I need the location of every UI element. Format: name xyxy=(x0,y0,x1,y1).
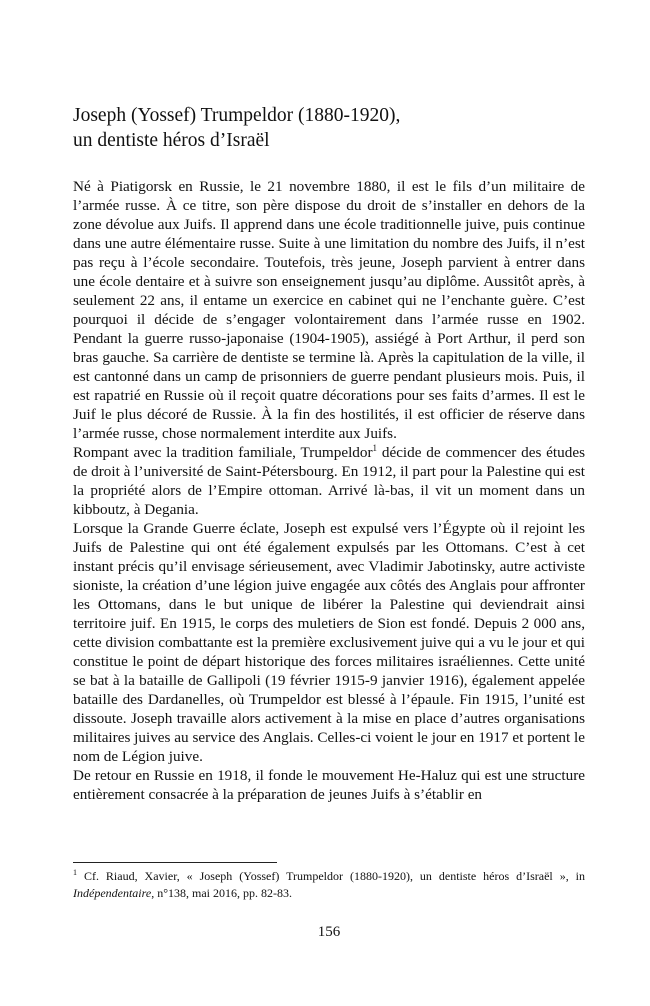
footnote-number: 1 xyxy=(73,868,77,877)
footnote-text-end: , n°138, mai 2016, pp. 82-83. xyxy=(151,886,292,900)
paragraph-2-text-start: Rompant avec la tradition familiale, Trumpeldor xyxy=(73,444,373,461)
chapter-title-line-1: Joseph (Yossef) Trumpeldor (1880-1920), xyxy=(73,105,401,126)
paragraph-2 xyxy=(73,443,585,519)
chapter-title xyxy=(73,103,585,153)
footnote-text-start: Cf. Riaud, Xavier, « Joseph (Yossef) Trumpeldor (1880-1920), un dentiste héros d’Israël », in xyxy=(77,869,585,883)
paragraph-3: Lorsque la Grande Guerre éclate, Joseph est expulsé vers l’Égypte où il rejoint les Juifs de Palestine qui ont été également expulsés par les Ottomans. C’est à cet instant précis qu’il envisage sérieusement, avec Vladimir Jabotinsky, autre activiste sioniste, la création d’une légion juive engagée aux côtés des Anglais pour affronter les Ottomans, dans le but unique de libérer la Palestine qui deviendrait ainsi territoire juif. En 1915, le corps des muletiers de Sion est fondé. Depuis 2 000 ans, cette division combattante est la première exclusivement juive qui a vu le jour et qui constitue le point de départ historique des forces militaires israéliennes. Cette unité se bat à la bataille de Gallipoli (19 février 1915-9 janvier 1916), également appelée bataille des Dardanelles, où Trumpeldor est blessé à l’épaule. Fin 1915, l’unité est dissoute. Joseph travaille alors activement à la mise en place d’autres organisations militaires juives au service des Anglais. Celles-ci voient le jour en 1917 et portent le nom de Légion juive. xyxy=(73,520,585,765)
footnote-reference[interactable]: 1 xyxy=(372,442,378,453)
page-number: 156 xyxy=(317,924,341,940)
footnote-journal-title: Indépendentaire xyxy=(73,886,152,900)
body-text xyxy=(73,177,585,804)
paragraph-1: Né à Piatigorsk en Russie, le 21 novembre 1880, il est le fils d’un militaire de l’armée russe. À ce titre, son père dispose du droit de s’installer en dehors de la zone dévolue aux Juifs. Il apprend dans une école traditionnelle juive, puis continue dans une autre élémentaire russe. Suite à une limitation du nombre des Juifs, il n’est pas reçu à l’école secondaire. Toutefois, très jeune, Joseph parvient à entrer dans une école dentaire et à suivre son enseignement jusqu’au diplôme. Aussitôt après, à seulement 22 ans, il entame un exercice en cabinet qui ne l’enchante guère. C’est pourquoi il décide de s’engager volontairement dans l’armée russe en 1902. Pendant la guerre russo-japonaise (1904-1905), assiégé à Port Arthur, il perd son bras gauche. Sa carrière de dentiste se termine là. Après la capitulation de la ville, il est cantonné dans un camp de prisonniers de guerre pendant plusieurs mois. Puis, il est rapatrié en Russie où il reçoit quatre décorations pour ses faits d’armes. Il est le Juif le plus décoré de Russie. À la fin des hostilités, il est officier de réserve dans l’armée russe, chose normalement interdite aux Juifs. xyxy=(73,178,585,442)
paragraph-2-text-end: décide de commencer des études de droit à l’université de Saint-Pétersbourg. En 1912, il part pour la Palestine qui est la propriété alors de l’Empire ottoman. Arrivé là-bas, il vit un moment dans un kibboutz, à Degania. xyxy=(73,444,585,518)
footnote-separator xyxy=(73,862,277,863)
chapter-title-line-2: un dentiste héros d’Israël xyxy=(73,130,270,151)
footnote xyxy=(73,868,585,902)
paragraph-4: De retour en Russie en 1918, il fonde le mouvement He-Haluz qui est une structure entièrement consacrée à la préparation de jeunes Juifs à s’établir en xyxy=(73,767,585,803)
